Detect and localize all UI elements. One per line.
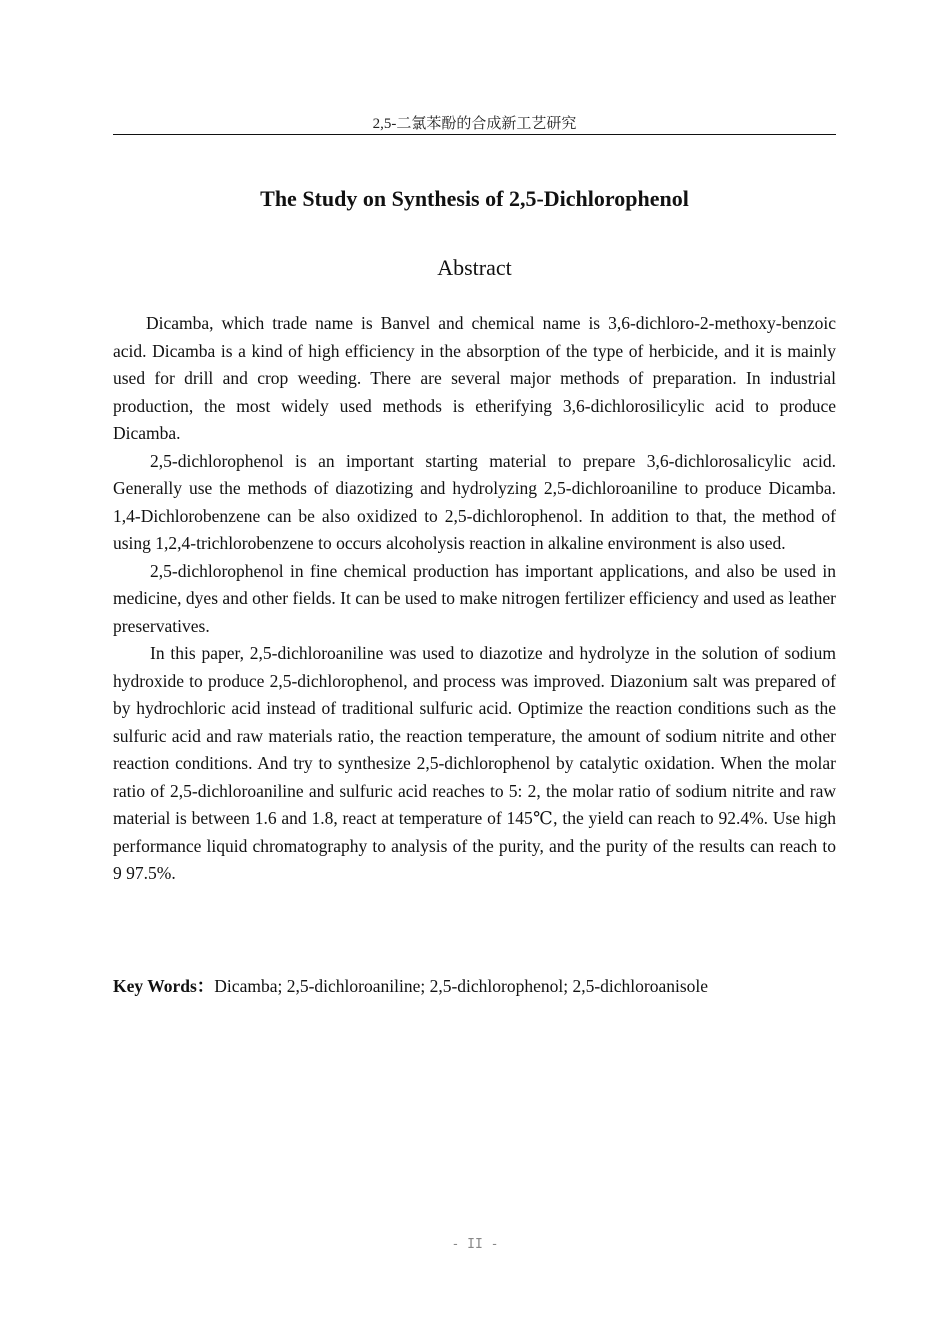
- abstract-paragraph-2: 2,5-dichlorophenol is an important starting material to prepare 3,6-dichlorosalicylic acid. Generally use the methods of diazotizing and hydrolyzing 2,5-dichloroaniline to produce Dicamba. 1,4-Dichlorobenzene can be also oxidized to 2,5-dichlorophenol. In addition to that, the method of using 1,2,4-trichlorobenzene to occurs alcoholysis reaction in alkaline environment is also used.: [113, 450, 836, 553]
- abstract-paragraph-1: Dicamba, which trade name is Banvel and chemical name is 3,6-dichloro-2-methoxy-benzoic acid. Dicamba is a kind of high efficiency in the absorption of the type of herbicide, and it is mainly used for drill and crop weeding. There are several major methods of preparation. In industrial production, the most widely used methods is etherifying 3,6-dichlorosilicylic acid to produce Dicamba.: [113, 313, 836, 443]
- keywords-list: Dicamba; 2,5-dichloroaniline; 2,5-dichlorophenol; 2,5-dichloroanisole: [214, 976, 709, 996]
- abstract-heading: Abstract: [437, 255, 512, 280]
- abstract-paragraph-3: 2,5-dichlorophenol in fine chemical production has important applications, and also be used in medicine, dyes and other fields. It can be used to make nitrogen fertilizer efficiency and used as leather preservatives.: [113, 560, 836, 636]
- page-number: - II -: [451, 1237, 499, 1252]
- keywords-label: Key Words：: [113, 976, 215, 996]
- abstract-paragraph-4: In this paper, 2,5-dichloroaniline was used to diazotize and hydrolyze in the solution of sodium hydroxide to produce 2,5-dichlorophenol, and process was improved. Diazonium salt was prepared of by hydrochloric acid instead of traditional sulfuric acid. Optimize the reaction conditions such as the sulfuric acid and raw materials ratio, the reaction temperature, the amount of sodium nitrite and other reaction conditions. And try to synthesize 2,5-dichlorophenol by catalytic oxidation. When the molar ratio of 2,5-dichloroaniline and sulfuric acid reaches to 5: 2, the molar ratio of sodium nitrite and raw material is between 1.6 and 1.8, react at temperature of 145℃, the yield can reach to 92.4%. Use high performance liquid chromatography to analysis of the purity, and the purity of the results can reach to 9 97.5%.: [113, 643, 836, 883]
- running-header: 2,5-二氯苯酚的合成新工艺研究: [113, 114, 836, 135]
- abstract-body: [113, 310, 836, 888]
- paper-title: The Study on Synthesis of 2,5-Dichlorophenol: [260, 186, 689, 211]
- keywords-line: [113, 973, 836, 1000]
